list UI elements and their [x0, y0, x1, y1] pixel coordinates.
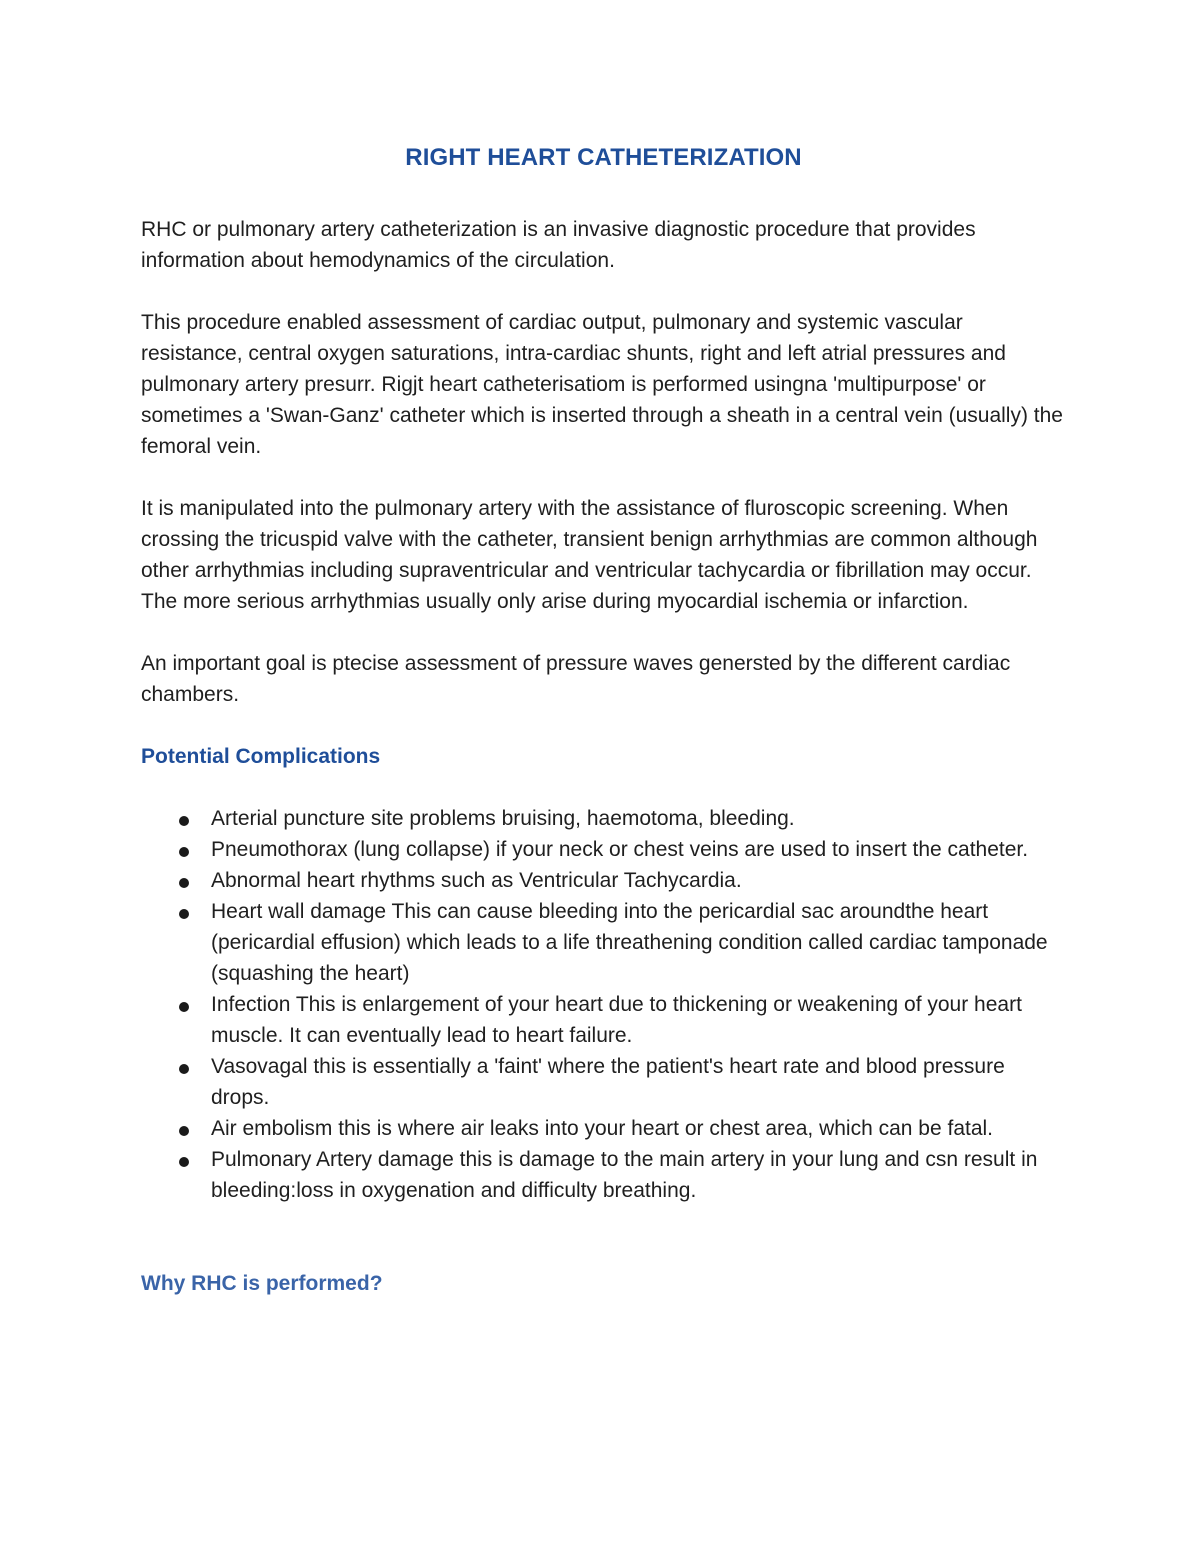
list-item	[141, 834, 1066, 865]
paragraph-manipulation: It is manipulated into the pulmonary artery with the assistance of fluroscopic screening. When crossing the tricuspid valve with the catheter, transient benign arrhythmias are common although other arrhythmias including supraventricular and ventricular tachycardia or fibrillation may occur. The more serious arrhythmias usually only arise during myocardial ischemia or infarction.	[141, 497, 1038, 613]
list-item	[141, 989, 1066, 1051]
list-item-text: Infection This is enlargement of your heart due to thickening or weakening of your heart muscle. It can eventually lead to heart failure.	[211, 993, 1022, 1047]
list-item-text: Pneumothorax (lung collapse) if your neck or chest veins are used to insert the catheter.	[211, 838, 1029, 861]
document-title: RIGHT HEART CATHETERIZATION	[405, 144, 802, 171]
paragraph-intro: RHC or pulmonary artery catheterization is an invasive diagnostic procedure that provides information about hemodynamics of the circulation.	[141, 218, 976, 272]
list-item-text: Air embolism this is where air leaks into your heart or chest area, which can be fatal.	[211, 1117, 994, 1140]
paragraph-procedure: This procedure enabled assessment of cardiac output, pulmonary and systemic vascular resistance, central oxygen saturations, intra-cardiac shunts, right and left atrial pressures and pulmonary artery presurr. Rigjt heart catheterisatiom is performed usingna 'multipurpose' or sometimes a 'Swan-Ganz' catheter which is inserted through a sheath in a central vein (usually) the femoral vein.	[141, 311, 1063, 458]
list-item	[141, 896, 1066, 989]
list-item	[141, 1051, 1066, 1113]
complications-heading: Potential Complications	[141, 745, 381, 768]
list-item-text: Vasovagal this is essentially a 'faint' where the patient's heart rate and blood pressure drops.	[211, 1055, 1005, 1109]
bullet-icon	[179, 1157, 189, 1167]
list-item	[141, 1113, 1066, 1144]
bullet-icon	[179, 816, 189, 826]
bullet-icon	[179, 1064, 189, 1074]
list-item	[141, 1144, 1066, 1206]
why-rhc-heading: Why RHC is performed?	[141, 1272, 383, 1295]
list-item-text: Arterial puncture site problems bruising, haemotoma, bleeding.	[211, 807, 795, 830]
list-item	[141, 803, 1066, 834]
list-item	[141, 865, 1066, 896]
bullet-icon	[179, 878, 189, 888]
complications-list	[141, 803, 1066, 1206]
paragraph-goal: An important goal is ptecise assessment of pressure waves genersted by the different cardiac chambers.	[141, 652, 1011, 706]
list-item-text: Pulmonary Artery damage this is damage to the main artery in your lung and csn result in bleeding:loss in oxygenation and difficulty breathing.	[211, 1148, 1038, 1202]
bullet-icon	[179, 1126, 189, 1136]
document-content	[141, 140, 1066, 1299]
list-item-text: Heart wall damage This can cause bleeding into the pericardial sac aroundthe heart (pericardial effusion) which leads to a life threathening condition called cardiac tamponade (squashing the heart)	[211, 900, 1048, 985]
bullet-icon	[179, 1002, 189, 1012]
list-item-text: Abnormal heart rhythms such as Ventricular Tachycardia.	[211, 869, 742, 892]
bullet-icon	[179, 909, 189, 919]
bullet-icon	[179, 847, 189, 857]
